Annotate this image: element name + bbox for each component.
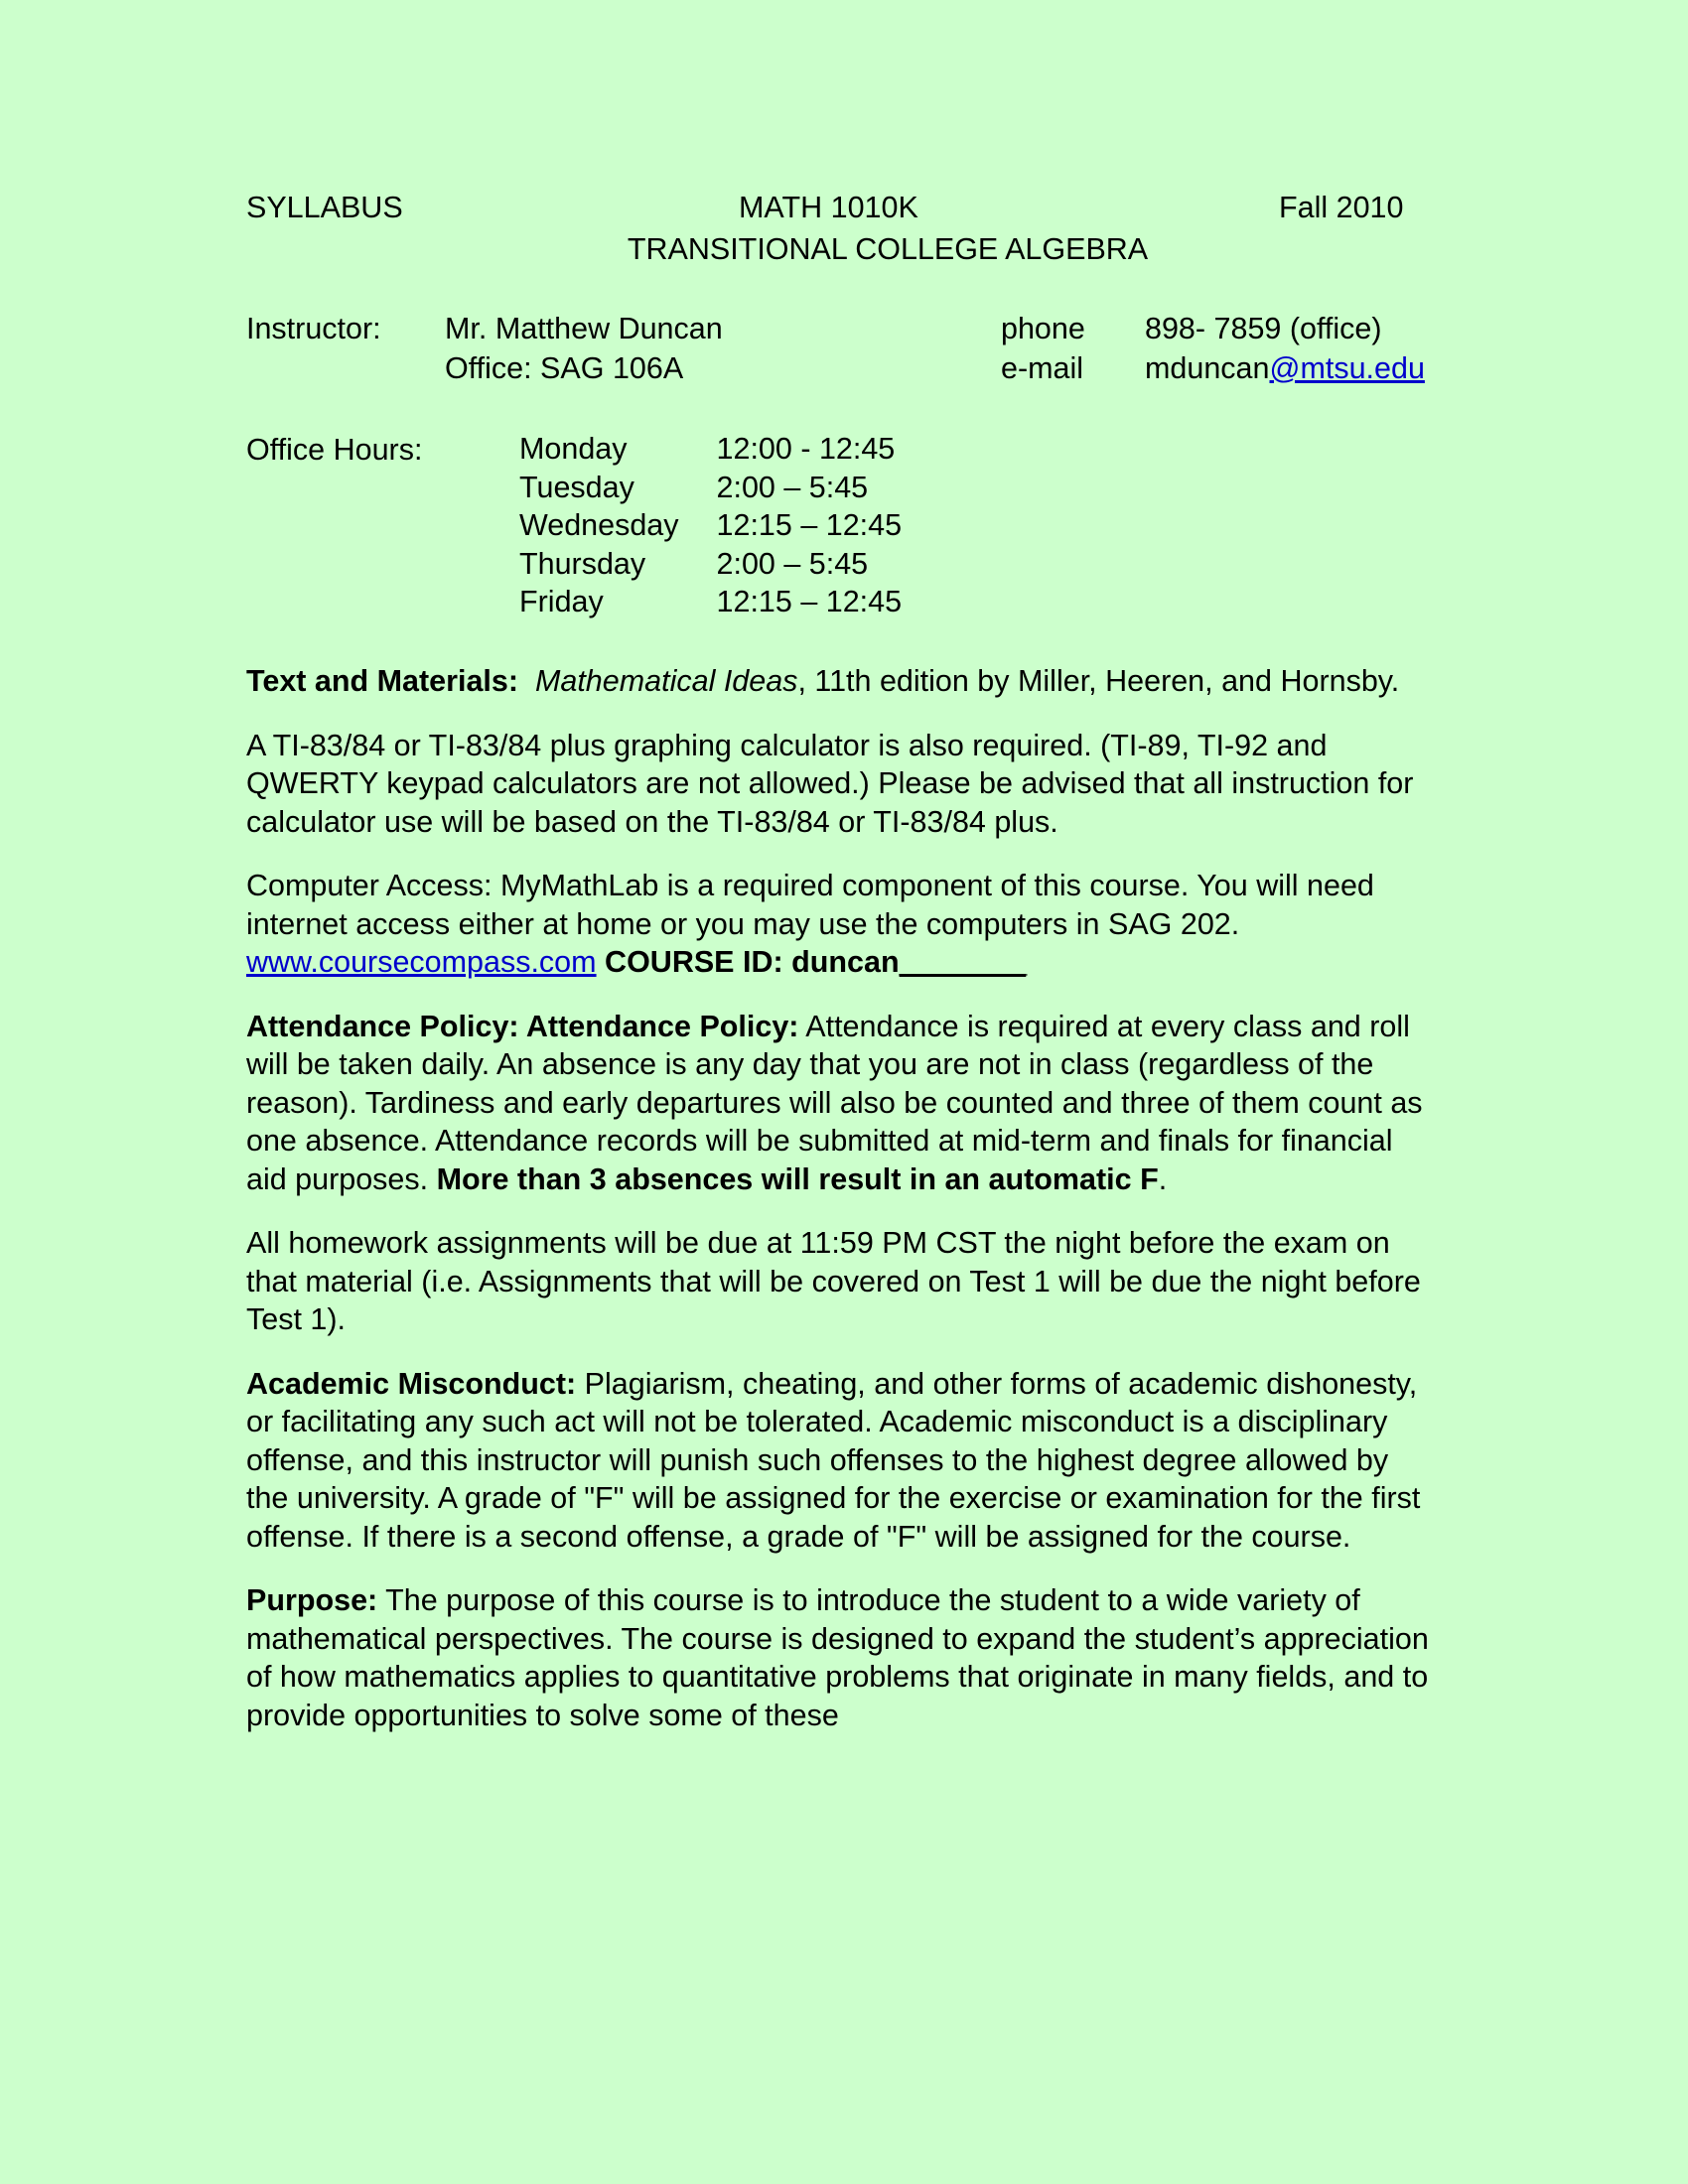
attendance-bold-warning: More than 3 absences will result in an automatic F <box>436 1161 1159 1196</box>
course-code: MATH 1010K <box>739 191 918 224</box>
attendance-body: Attendance is required at every class and roll will be taken daily. An absence is any day that you are not in class (regardless of the reason). Tardiness and early departures will also be counted and three of them count as one absence. Attendance records will be submitted at mid-term and finals for financial aid purposes. <box>246 1009 1423 1196</box>
office-hours-time: 12:15 – 12:45 <box>716 508 903 542</box>
purpose-body: The purpose of this course is to introduce the student to a wide variety of mathematical perspectives. The course is designed to expand the student’s appreciation of how mathematics applies to quantitative problems that originate in many fields, and to provide opportunities to solve some of these <box>246 1583 1429 1732</box>
syllabus-label: SYLLABUS <box>246 191 403 224</box>
attendance-body-end: . <box>1158 1161 1168 1196</box>
office-hours-day: Wednesday <box>519 508 679 542</box>
term-label: Fall 2010 <box>1279 191 1404 224</box>
section-text-materials <box>246 662 1438 701</box>
misconduct-body: Plagiarism, cheating, and other forms of academic dishonesty, or facilitating any such act will not be tolerated. Academic misconduct is a disciplinary offense, and this instructor will punish such offenses to the highest degree allowed by the university. A grade of "F" will be assigned for the exercise or examination for the first offense. If there is a second offense, a grade of "F" will be assigned for the course. <box>246 1366 1421 1554</box>
instructor-label: Instructor: <box>246 312 381 345</box>
table-row <box>519 584 902 622</box>
instructor-name: Mr. Matthew Duncan <box>445 312 723 345</box>
office-hours-day: Thursday <box>519 546 646 581</box>
document-body <box>246 189 1438 1734</box>
instructor-office: Office: SAG 106A <box>445 351 684 385</box>
instructor-block <box>246 310 1438 391</box>
section-homework: All homework assignments will be due at 11:59 PM CST the night before the exam on that material (i.e. Assignments that will be covered on Test 1 will be due the night before Test 1). <box>246 1226 1421 1336</box>
document-title-row <box>246 189 1438 230</box>
office-hours-time: 2:00 – 5:45 <box>716 546 869 581</box>
misconduct-heading: Academic Misconduct: <box>246 1366 577 1401</box>
phone-label: phone <box>1001 312 1085 345</box>
table-row <box>519 546 902 585</box>
course-title: TRANSITIONAL COLLEGE ALGEBRA <box>627 232 1149 266</box>
textbook-title: Mathematical Ideas <box>534 664 798 698</box>
email-value <box>1145 349 1425 388</box>
section-attendance <box>246 1008 1438 1199</box>
office-hours-day: Friday <box>519 585 604 618</box>
text-materials-heading: Text and Materials: <box>246 664 519 698</box>
office-hours-block <box>246 431 1438 629</box>
office-hours-time: 2:00 – 5:45 <box>716 470 869 504</box>
section-purpose <box>246 1581 1438 1734</box>
office-hours-label: Office Hours: <box>246 433 423 467</box>
attendance-heading-1: Attendance Policy: <box>246 1009 519 1043</box>
course-id-label: COURSE ID: duncan <box>596 945 900 979</box>
spacer <box>518 664 535 698</box>
section-misconduct <box>246 1365 1438 1557</box>
email-user: mduncan <box>1145 351 1270 385</box>
email-domain-link[interactable]: @mtsu.edu <box>1269 351 1425 385</box>
email-label: e-mail <box>1001 351 1084 385</box>
table-row <box>519 431 902 470</box>
purpose-heading: Purpose: <box>246 1583 378 1617</box>
coursecompass-link[interactable]: www.coursecompass.com <box>246 945 597 979</box>
course-id-blank: ________ <box>899 945 1027 979</box>
phone-value: 898- 7859 (office) <box>1145 312 1382 345</box>
table-row <box>519 470 902 508</box>
section-calculator: A TI-83/84 or TI-83/84 plus graphing calculator is also required. (TI-89, TI-92 and QWERTY keypad calculators are not allowed.) Please be advised that all instruction for calculator use will be based on the TI-83/84 or TI-83/84 plus. <box>246 728 1414 839</box>
attendance-heading-2: Attendance Policy: <box>518 1009 799 1043</box>
office-hours-table <box>519 431 902 622</box>
office-hours-day: Tuesday <box>519 470 634 504</box>
section-computer-access <box>246 867 1438 982</box>
textbook-details: , 11th edition by Miller, Heeren, and Hornsby. <box>797 664 1400 698</box>
computer-access-body: Computer Access: MyMathLab is a required component of this course. You will need internet access either at home or you may use the computers in SAG 202. <box>246 869 1374 941</box>
table-row <box>519 507 902 546</box>
office-hours-time: 12:00 - 12:45 <box>716 432 896 466</box>
office-hours-time: 12:15 – 12:45 <box>716 585 903 618</box>
office-hours-day: Monday <box>519 432 628 466</box>
